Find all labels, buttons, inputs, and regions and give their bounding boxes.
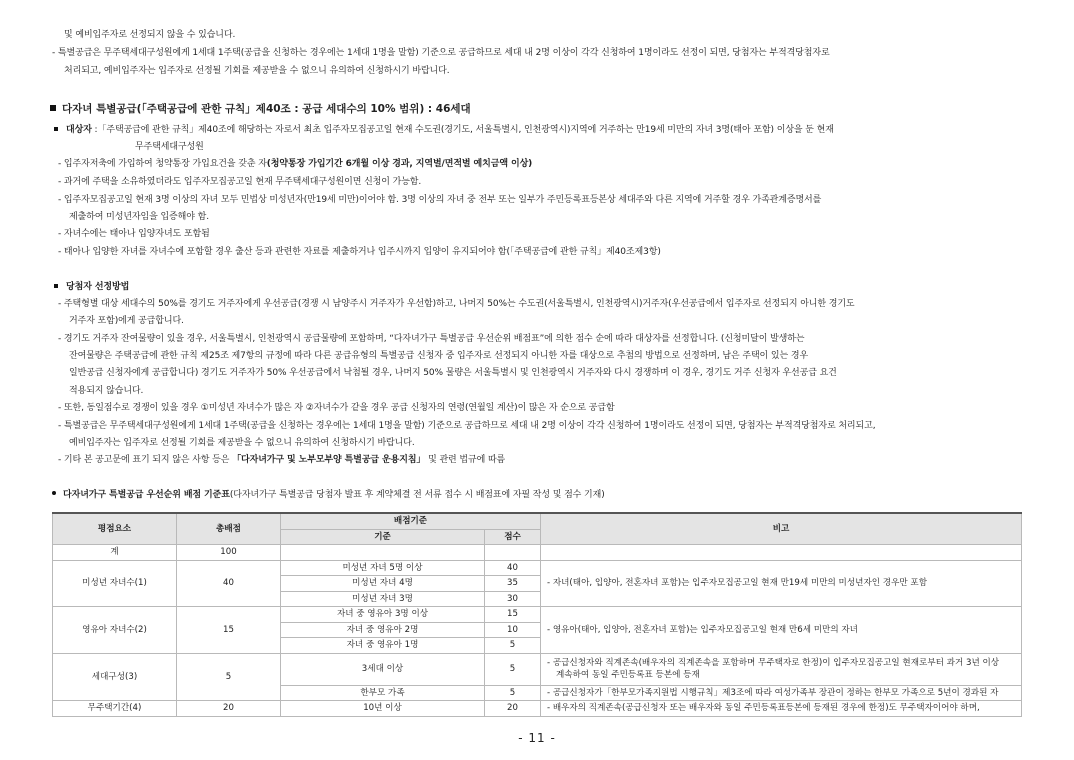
method-line-5 — [58, 454, 505, 467]
minor-total: 40 — [177, 560, 281, 607]
target-line-3: - 과거에 주택을 소유하였더라도 입주자모집공고일 현재 무주택세대구성원이면 신청이 가능함. — [58, 177, 422, 187]
target-line-5: - 자녀수에는 태아나 입양자녀도 포함됨 — [58, 229, 210, 239]
infant-basis: 자녀 중 영유아 2명 — [281, 622, 485, 638]
table-row — [53, 560, 1022, 576]
household-item: 세대구성(3) — [53, 653, 177, 701]
minor-points: 40 — [485, 560, 541, 576]
minor-points: 30 — [485, 591, 541, 607]
household-note — [541, 653, 1022, 685]
target-line-1 — [54, 124, 834, 137]
intro-line-1: 및 예비입주자로 선정되지 않을 수 있습니다. — [64, 30, 236, 40]
target-line-2a: - 입주자저축에 가입하여 청약통장 가입요건을 갖춘 자 — [58, 159, 267, 169]
method-line-3: - 또한, 동일점수로 경쟁이 있을 경우 ①미성년 자녀수가 많은 자 ②자녀수가 같을 경우 공급 신청자의 연령(연월일 계산)이 많은 자 순으로 공급함 — [58, 403, 615, 413]
criteria-title-rest: (다자녀가구 특별공급 당첨자 발표 후 계약체결 전 서류 접수 시 배점표에 자필 작성 및 점수 기재) — [229, 490, 605, 500]
dot-bullet-icon — [52, 491, 56, 495]
minor-basis: 미성년 자녀 4명 — [281, 576, 485, 592]
household-basis: 3세대 이상 — [281, 653, 485, 685]
household-total: 5 — [177, 653, 281, 701]
target-line-2 — [58, 158, 532, 171]
criteria-title — [52, 489, 605, 502]
method-line-4: - 특별공급은 무주택세대구성원에게 1세대 1주택(공급을 신청하는 경우에는 1세대 1명을 말함) 기준으로 공급하므로 세대 내 2명 이상이 각각 신청하여 1명이라도 선정이 되면, 당첨자는 부적격당첨자로 처리되고, — [58, 421, 876, 431]
table-row — [53, 701, 1022, 717]
small-square-bullet-icon — [54, 127, 58, 131]
homeless-note: - 배우자의 직계존속(공급신청자 또는 배우자와 동일 주민등록표등본에 등재된 경우에 한정)도 무주택자이어야 하며, — [541, 701, 1022, 717]
homeless-total: 20 — [177, 701, 281, 717]
method-line-2c: 일반공급 신청자에게 공급합니다) 경기도 거주자가 50% 우선공급에서 낙첨될 경우, 나머지 50% 물량은 서울특별시 및 인천광역시 거주자와 다시 경쟁하며 이 경우, 경기도 거주 신청자 우선공급 요건 — [69, 368, 837, 378]
table-header-row — [53, 513, 1022, 529]
target-line-6: - 태아나 입양한 자녀를 자녀수에 포함할 경우 출산 등과 관련한 자료를 제출하거나 입주시까지 입양이 유지되어야 함(「주택공급에 관한 규칙」제40조제3항) — [58, 247, 661, 257]
header-scoring: 배점기준 — [281, 513, 541, 529]
criteria-title-bold: 다자녀가구 특별공급 우선순위 배점 기준표 — [63, 490, 230, 500]
minor-basis: 미성년 자녀 3명 — [281, 591, 485, 607]
infant-points: 5 — [485, 638, 541, 654]
household-note-line-2: 계속하여 동일 주민등록표 등본에 등재 — [556, 670, 700, 680]
household-note: - 공급신청자가「한부모가족지원법 시행규칙」제3조에 따라 여성가족부 장관이 정하는 한부모 가족으로 5년이 경과된 자 — [541, 685, 1022, 701]
target-line-4: - 입주자모집공고일 현재 3명 이상의 자녀 모두 민법상 미성년자(만19세 미만)이어야 함. 3명 이상의 자녀 중 전부 또는 일부가 주민등록표등본상 세대주와 다른 지역에 거주할 경우 가족관계증명서를 — [58, 195, 822, 205]
sum-total: 100 — [177, 545, 281, 561]
header-total: 총배점 — [177, 513, 281, 545]
table-row — [53, 607, 1022, 623]
infant-basis: 자녀 중 영유아 1명 — [281, 638, 485, 654]
section-title: 다자녀 특별공급(「주택공급에 관한 규칙」제40조 : 공급 세대수의 10% 범위) : 46세대 — [62, 103, 471, 115]
small-square-bullet-icon — [54, 284, 58, 288]
table-row — [53, 653, 1022, 685]
homeless-item: 무주택기간(4) — [53, 701, 177, 717]
intro-line-2: - 특별공급은 무주택세대구성원에게 1세대 1주택(공급을 신청하는 경우에는 1세대 1명을 말함) 기준으로 공급하므로 세대 내 2명 이상이 각각 신청하여 1명이라도 선정이 되면, 당첨자는 부적격당첨자로 — [52, 48, 830, 58]
method-line-5b: 「다자녀가구 및 노부모부양 특별공급 운용지침」 — [232, 455, 426, 465]
target-line-4b: 제출하여 미성년자임을 입증해야 함. — [69, 212, 209, 222]
target-label: 대상자 — [66, 125, 92, 135]
square-bullet-icon — [50, 105, 56, 111]
header-item: 평점요소 — [53, 513, 177, 545]
method-line-2b: 잔여물량은 주택공급에 관한 규칙 제25조 제7항의 규정에 따라 다른 공급유형의 특별공급 신청자 중 입주자로 선정되지 아니한 자를 대상으로 추첨의 방법으로 선정하며, 남은 주택이 있는 경우 — [69, 351, 809, 361]
infant-total: 15 — [177, 607, 281, 654]
method-line-5a: - 기타 본 공고문에 표기 되지 않은 사항 등은 — [58, 455, 233, 465]
household-basis: 한부모 가족 — [281, 685, 485, 701]
minor-item: 미성년 자녀수(1) — [53, 560, 177, 607]
target-text: :「주택공급에 관한 규칙」제40조에 해당하는 자로서 최초 입주자모집공고일 현재 수도권(경기도, 서울특별시, 인천광역시)지역에 거주하는 만19세 미만의 자녀 3명(태아 포함) 이상을 둔 현재 — [91, 125, 834, 135]
sum-label: 계 — [53, 545, 177, 561]
target-line-2b: (청약통장 가입기간 6개월 이상 경과, 지역별/면적별 예치금액 이상) — [266, 159, 533, 169]
homeless-points: 20 — [485, 701, 541, 717]
minor-note: - 자녀(태아, 입양아, 전혼자녀 포함)는 입주자모집공고일 현재 만19세 미만의 미성년자인 경우만 포함 — [541, 560, 1022, 607]
infant-basis: 자녀 중 영유아 3명 이상 — [281, 607, 485, 623]
header-note: 비고 — [541, 513, 1022, 545]
homeless-basis: 10년 이상 — [281, 701, 485, 717]
minor-points: 35 — [485, 576, 541, 592]
page-number: - 11 - — [518, 731, 556, 745]
section-heading — [50, 101, 471, 116]
method-line-5c: 및 관련 법규에 따름 — [425, 455, 506, 465]
target-line-1b: 무주택세대구성원 — [135, 142, 204, 152]
household-points: 5 — [485, 653, 541, 685]
infant-points: 10 — [485, 622, 541, 638]
intro-line-3: 처리되고, 예비입주자는 입주자로 선정될 기회를 제공받을 수 없으니 유의하여 신청하시기 바랍니다. — [64, 66, 450, 76]
method-heading — [54, 281, 129, 294]
infant-item: 영유아 자녀수(2) — [53, 607, 177, 654]
header-basis: 기준 — [281, 529, 485, 545]
infant-note: - 영유아(태아, 입양아, 전혼자녀 포함)는 입주자모집공고일 현재 만6세 미만의 자녀 — [541, 607, 1022, 654]
priority-score-table — [52, 512, 1022, 717]
method-line-1: - 주택형별 대상 세대수의 50%를 경기도 거주자에게 우선공급(경쟁 시 남양주시 거주자가 우선함)하고, 나머지 50%는 수도권(서울특별시, 인천광역시)거주자(우선공급에서 입주자로 선정되지 아니한 경기도 — [58, 299, 855, 309]
household-note-line-1: - 공급신청자와 직계존속(배우자의 직계존속을 포함하며 무주택자로 한정)이 입주자모집공고일 현재로부터 과거 3년 이상 — [547, 658, 1000, 668]
method-label: 당첨자 선정방법 — [66, 282, 130, 292]
method-line-2d: 적용되지 않습니다. — [69, 386, 144, 396]
table-row — [53, 545, 1022, 561]
method-line-2: - 경기도 거주자 잔여물량이 있을 경우, 서울특별시, 인천광역시 공급물량에 포함하며, “다자녀가구 특별공급 우선순위 배점표”에 의한 점수 순에 따라 대상자를 선정합니다. (신청미달이 발생하는 — [58, 334, 805, 344]
method-line-4b: 예비입주자는 입주자로 선정될 기회를 제공받을 수 없으니 유의하여 신청하시기 바랍니다. — [69, 438, 415, 448]
minor-basis: 미성년 자녀 5명 이상 — [281, 560, 485, 576]
household-points: 5 — [485, 685, 541, 701]
infant-points: 15 — [485, 607, 541, 623]
method-line-1b: 거주자 포함)에게 공급합니다. — [69, 316, 184, 326]
header-points: 점수 — [485, 529, 541, 545]
